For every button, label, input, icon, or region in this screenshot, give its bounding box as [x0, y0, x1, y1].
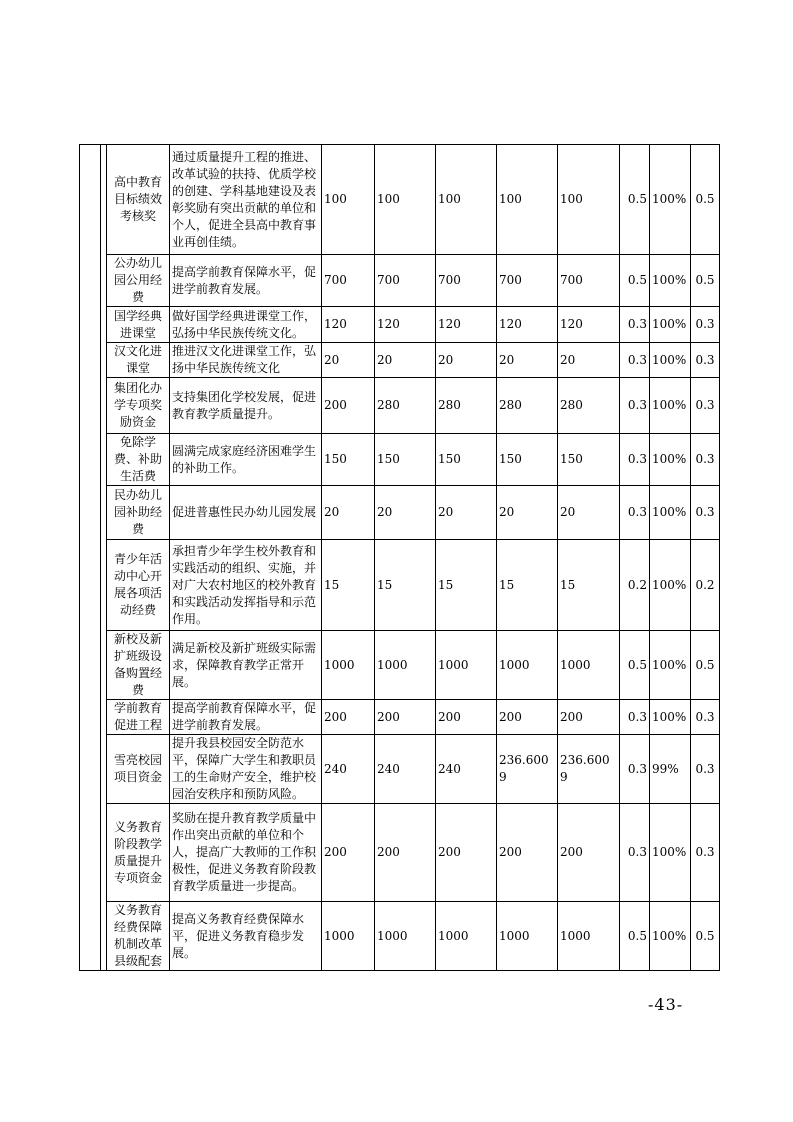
- rate-cell: 100%: [650, 378, 691, 434]
- value-cell: 15: [497, 540, 558, 631]
- value-cell: 280: [375, 378, 436, 434]
- weight-cell: 0.5: [620, 902, 650, 971]
- rate-cell: 100%: [650, 343, 691, 378]
- value-cell: 200: [322, 700, 375, 735]
- table-row: [80, 486, 720, 540]
- weight-cell: 0.3: [620, 343, 650, 378]
- project-name-cell: 新校及新扩班级设备购置经费: [107, 631, 170, 700]
- value-cell: 120: [497, 307, 558, 343]
- table-row: [80, 540, 720, 631]
- project-goal-cell: 奖励在提升教育教学质量中作出突出贡献的单位和个人，提高广大教师的工作积极性，促进义务教育阶段教育教学质量进一步提高。: [170, 804, 322, 902]
- project-goal-cell: 通过质量提升工程的推进、改革试验的扶持、优质学校的创建、学科基地建设及表彰奖励有突出贡献的单位和个人，促进全县高中教育事业再创佳绩。: [170, 145, 322, 255]
- value-cell: 100: [322, 145, 375, 255]
- project-name-cell: 国学经典进课堂: [107, 307, 170, 343]
- weight-cell: 0.5: [620, 145, 650, 255]
- project-name-cell: 雪亮校园项目资金: [107, 735, 170, 804]
- project-name-cell: 民办幼儿园补助经费: [107, 486, 170, 540]
- project-name-cell: 青少年活动中心开展各项活动经费: [107, 540, 170, 631]
- value-cell: 150: [558, 434, 620, 486]
- score-cell: 0.5: [691, 631, 720, 700]
- score-cell: 0.3: [691, 486, 720, 540]
- score-cell: 0.3: [691, 735, 720, 804]
- page-number: -43-: [648, 995, 684, 1014]
- score-cell: 0.5: [691, 902, 720, 971]
- value-cell: 1000: [322, 631, 375, 700]
- value-cell: 20: [497, 343, 558, 378]
- value-cell: 1000: [497, 631, 558, 700]
- value-cell: 20: [375, 486, 436, 540]
- value-cell: 120: [436, 307, 497, 343]
- project-name-cell: 义务教育阶段教学质量提升专项资金: [107, 804, 170, 902]
- rate-cell: 100%: [650, 255, 691, 307]
- project-name-cell: 公办幼儿园公用经费: [107, 255, 170, 307]
- value-cell: 240: [322, 735, 375, 804]
- value-cell: 15: [558, 540, 620, 631]
- value-cell: 280: [497, 378, 558, 434]
- rate-cell: 100%: [650, 145, 691, 255]
- value-cell: 1000: [558, 631, 620, 700]
- table-row: [80, 343, 720, 378]
- project-goal-cell: 提高学前教育保障水平，促进学前教育发展。: [170, 255, 322, 307]
- project-name-cell: 高中教育目标绩效考核奖: [107, 145, 170, 255]
- rate-cell: 100%: [650, 631, 691, 700]
- rate-cell: 100%: [650, 307, 691, 343]
- value-cell: 240: [375, 735, 436, 804]
- project-goal-cell: 提高学前教育保障水平，促进学前教育发展。: [170, 700, 322, 735]
- project-goal-cell: 支持集团化学校发展，促进教育教学质量提升。: [170, 378, 322, 434]
- value-cell: 200: [375, 700, 436, 735]
- value-cell: 200: [375, 804, 436, 902]
- value-cell: 150: [322, 434, 375, 486]
- value-cell: 20: [558, 343, 620, 378]
- weight-cell: 0.3: [620, 307, 650, 343]
- table-body: [80, 145, 720, 971]
- value-cell: 280: [436, 378, 497, 434]
- weight-cell: 0.3: [620, 434, 650, 486]
- value-cell: 15: [436, 540, 497, 631]
- table-row: [80, 307, 720, 343]
- value-cell: 20: [436, 343, 497, 378]
- weight-cell: 0.5: [620, 631, 650, 700]
- score-cell: 0.3: [691, 343, 720, 378]
- value-cell: 1000: [436, 902, 497, 971]
- value-cell: 20: [497, 486, 558, 540]
- project-goal-cell: 做好国学经典进课堂工作，弘扬中华民族传统文化。: [170, 307, 322, 343]
- table-row: [80, 145, 720, 255]
- table-row: [80, 902, 720, 971]
- rate-cell: 100%: [650, 486, 691, 540]
- value-cell: 1000: [375, 631, 436, 700]
- weight-cell: 0.3: [620, 735, 650, 804]
- weight-cell: 0.3: [620, 804, 650, 902]
- value-cell: 240: [436, 735, 497, 804]
- value-cell: 236.6009: [558, 735, 620, 804]
- value-cell: 20: [375, 343, 436, 378]
- rate-cell: 100%: [650, 804, 691, 902]
- value-cell: 100: [436, 145, 497, 255]
- value-cell: 100: [558, 145, 620, 255]
- value-cell: 15: [375, 540, 436, 631]
- value-cell: 236.6009: [497, 735, 558, 804]
- value-cell: 700: [322, 255, 375, 307]
- score-cell: 0.5: [691, 145, 720, 255]
- value-cell: 700: [436, 255, 497, 307]
- value-cell: 1000: [375, 902, 436, 971]
- value-cell: 150: [497, 434, 558, 486]
- project-name-cell: 集团化办学专项奖励资金: [107, 378, 170, 434]
- value-cell: 120: [558, 307, 620, 343]
- score-cell: 0.3: [691, 804, 720, 902]
- value-cell: 100: [497, 145, 558, 255]
- project-goal-cell: 圆满完成家庭经济困难学生的补助工作。: [170, 434, 322, 486]
- value-cell: 200: [322, 804, 375, 902]
- value-cell: 700: [375, 255, 436, 307]
- table-row: [80, 434, 720, 486]
- rate-cell: 100%: [650, 902, 691, 971]
- project-name-cell: 义务教育经费保障机制改革县级配套: [107, 902, 170, 971]
- project-goal-cell: 促进普惠性民办幼儿园发展: [170, 486, 322, 540]
- value-cell: 200: [322, 378, 375, 434]
- score-cell: 0.3: [691, 307, 720, 343]
- project-name-cell: 免除学费、补助生活费: [107, 434, 170, 486]
- project-name-cell: 学前教育促进工程: [107, 700, 170, 735]
- value-cell: 200: [497, 700, 558, 735]
- value-cell: 200: [436, 804, 497, 902]
- value-cell: 200: [436, 700, 497, 735]
- project-name-cell: 汉文化进课堂: [107, 343, 170, 378]
- project-goal-cell: 推进汉文化进课堂工作，弘扬中华民族传统文化: [170, 343, 322, 378]
- rate-cell: 100%: [650, 434, 691, 486]
- rate-cell: 99%: [650, 735, 691, 804]
- table-row: [80, 804, 720, 902]
- value-cell: 150: [436, 434, 497, 486]
- performance-table: [79, 144, 720, 971]
- value-cell: 20: [322, 486, 375, 540]
- value-cell: 1000: [558, 902, 620, 971]
- project-goal-cell: 满足新校及新扩班级实际需求，保障教育教学正常开展。: [170, 631, 322, 700]
- score-cell: 0.3: [691, 700, 720, 735]
- value-cell: 1000: [322, 902, 375, 971]
- weight-cell: 0.3: [620, 486, 650, 540]
- value-cell: 280: [558, 378, 620, 434]
- weight-cell: 0.3: [620, 700, 650, 735]
- score-cell: 0.3: [691, 378, 720, 434]
- rate-cell: 100%: [650, 700, 691, 735]
- value-cell: 120: [322, 307, 375, 343]
- value-cell: 20: [558, 486, 620, 540]
- value-cell: 200: [558, 700, 620, 735]
- value-cell: 700: [558, 255, 620, 307]
- value-cell: 200: [558, 804, 620, 902]
- value-cell: 1000: [497, 902, 558, 971]
- score-cell: 0.5: [691, 255, 720, 307]
- weight-cell: 0.3: [620, 378, 650, 434]
- project-goal-cell: 提升我县校园安全防范水平，保障广大学生和教职员工的生命财产安全，维护校园治安秩序和预防风险。: [170, 735, 322, 804]
- table-row: [80, 378, 720, 434]
- table-row: [80, 700, 720, 735]
- table-row: [80, 735, 720, 804]
- value-cell: 15: [322, 540, 375, 631]
- score-cell: 0.3: [691, 434, 720, 486]
- value-cell: 1000: [436, 631, 497, 700]
- value-cell: 700: [497, 255, 558, 307]
- value-cell: 150: [375, 434, 436, 486]
- value-cell: 200: [497, 804, 558, 902]
- table-row: [80, 255, 720, 307]
- weight-cell: 0.5: [620, 255, 650, 307]
- value-cell: 100: [375, 145, 436, 255]
- value-cell: 20: [436, 486, 497, 540]
- table-row: [80, 631, 720, 700]
- category-blank-cell: [80, 145, 101, 971]
- value-cell: 120: [375, 307, 436, 343]
- score-cell: 0.2: [691, 540, 720, 631]
- value-cell: 20: [322, 343, 375, 378]
- weight-cell: 0.2: [620, 540, 650, 631]
- project-goal-cell: 提高义务教育经费保障水平，促进义务教育稳步发展。: [170, 902, 322, 971]
- project-goal-cell: 承担青少年学生校外教育和实践活动的组织、实施，并对广大农村地区的校外教育和实践活动发挥指导和示范作用。: [170, 540, 322, 631]
- rate-cell: 100%: [650, 540, 691, 631]
